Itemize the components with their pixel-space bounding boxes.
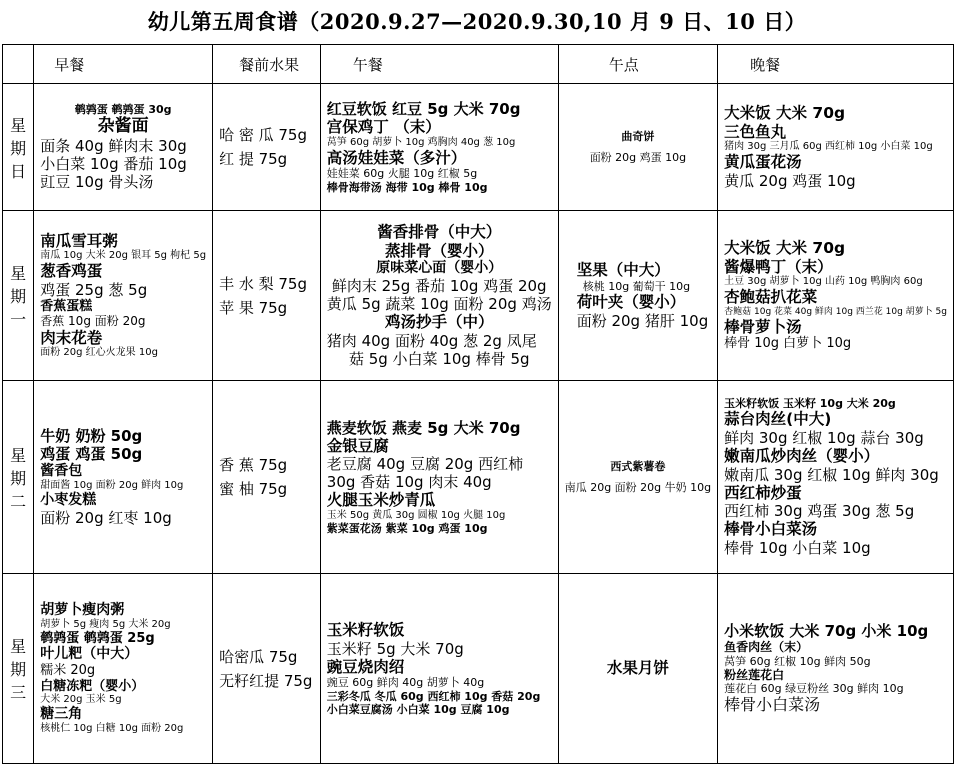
dinner-cell: [718, 84, 954, 211]
lunch-cell: [320, 381, 558, 574]
menu-line: 红豆软饭 红豆 5g 大米 70g: [326, 100, 521, 119]
fruit-item: 无籽红提 75g: [219, 671, 313, 690]
ingredients: 南瓜 10g 大米 20g 银耳 5g 枸杞 5g: [40, 250, 207, 262]
snack-cell: [558, 84, 717, 211]
ingredients: 莴笋 60g 胡萝卜 10g 鸡胸肉 40g 葱 10g: [326, 136, 516, 148]
dish-name: 黄瓜蛋花汤: [724, 153, 802, 172]
day-row-wednesday: [3, 574, 954, 764]
snack-cell: [558, 211, 717, 381]
snack-cell: [558, 381, 717, 574]
ingredients: 嫩南瓜 30g 红椒 10g 鲜肉 30g: [724, 465, 939, 484]
dinner-cell: [718, 211, 954, 381]
menu-line: 玉米籽软饭 玉米籽 10g 大米 20g: [724, 397, 896, 411]
day-row-tuesday: [3, 381, 954, 574]
dish-name: 肉末花卷: [40, 328, 103, 347]
dish-name: 胡萝卜瘦肉粥: [40, 601, 125, 618]
dinner-cell: [718, 381, 954, 574]
dish-name: 三色鱼丸: [724, 122, 787, 141]
header-snack: 午点: [558, 45, 717, 84]
ingredients: 鸡蛋 25g 葱 5g: [40, 280, 148, 299]
snack-cell: [558, 574, 717, 764]
dish-name: 酱香包: [40, 463, 83, 480]
ingredients: 胡萝卜 5g 瘦肉 5g 大米 20g: [40, 618, 171, 630]
ingredients: 豇豆 10g 骨头汤: [40, 172, 154, 191]
dish-name: 葱香鸡蛋: [40, 262, 103, 281]
ingredients: 面粉 20g 红枣 10g: [40, 508, 172, 527]
header-fruit: 餐前水果: [213, 45, 321, 84]
lunch-cell: [320, 211, 558, 381]
dish-name: 嫩南瓜炒肉丝（婴小）: [724, 447, 880, 465]
fruit-cell: [213, 84, 321, 211]
day-label: 星期日: [3, 84, 34, 211]
ingredients: 面粉 20g 猪肝 10g: [576, 311, 709, 330]
header-breakfast: 早餐: [34, 45, 213, 84]
dish-name: 金银豆腐: [326, 436, 389, 455]
dish-name: 豌豆烧肉绍: [326, 657, 405, 676]
day-label: 星期二: [3, 381, 34, 574]
fruit-item: 红 提 75g: [219, 150, 288, 168]
ingredients: 黄瓜 20g 鸡蛋 10g: [724, 171, 856, 190]
ingredients: 糯米 20g: [40, 663, 96, 679]
dish-name: 杂酱面: [97, 116, 149, 137]
ingredients: 猪肉 30g 三月瓜 60g 西红柿 10g 小白菜 10g: [724, 141, 933, 153]
dish-name: 玉米籽软饭: [326, 621, 405, 640]
day-row-sunday: [3, 84, 954, 211]
dish-name: 叶儿粑（中大）: [40, 646, 139, 663]
ingredients: 甜面酱 10g 面粉 20g 鲜肉 10g: [40, 480, 184, 491]
dish-name: 棒骨萝卜汤: [724, 317, 802, 336]
fruit-item: 丰 水 梨 75g: [219, 274, 307, 293]
day-label: 星期三: [3, 574, 34, 764]
dish-name: 酱爆鸭丁（末）: [724, 257, 833, 276]
ingredients: 面粉 20g 鸡蛋 10g: [589, 151, 687, 164]
ingredients: 30g 香菇 10g 肉末 40g: [326, 473, 492, 492]
header-lunch: 午餐: [320, 45, 558, 84]
ingredients: 鲜肉末 25g 番茄 10g 鸡蛋 20g: [331, 277, 547, 296]
dish-name: 鸡汤抄手（中）: [384, 313, 494, 332]
fruit-cell: [213, 211, 321, 381]
fruit-item: 哈密瓜 75g: [219, 647, 298, 666]
fruit-item: 哈 密 瓜 75g: [219, 126, 307, 144]
dish-name: 棒骨小白菜汤: [724, 695, 821, 715]
dish-name: 宫保鸡丁 （末）: [326, 118, 441, 137]
lunch-cell: [320, 574, 558, 764]
ingredients: 核桃 10g 葡萄干 10g: [582, 279, 691, 293]
ingredients: 棒骨 10g 白萝卜 10g: [724, 336, 852, 352]
ingredients: 鲜肉 30g 红椒 10g 蒜台 30g: [724, 429, 924, 447]
dish-name: 曲奇饼: [621, 129, 655, 143]
ingredients: 玉米 50g 黄瓜 30g 圆椒 10g 火腿 10g: [326, 510, 506, 521]
dish-name: 原味菜心面（婴小）: [376, 260, 503, 277]
ingredients: 核桃仁 10g 白糖 10g 面粉 20g: [40, 723, 184, 735]
dish-name: 高汤娃娃菜（多汁）: [326, 148, 467, 167]
ingredients: 老豆腐 40g 豆腐 20g 西红柿: [326, 455, 524, 474]
dish-name: 坚果（中大）: [576, 261, 670, 280]
ingredients: 黄瓜 5g 蔬菜 10g 面粉 20g 鸡汤: [326, 295, 552, 314]
menu-line: 小米软饭 大米 70g 小米 10g: [724, 622, 929, 641]
day-label: 星期一: [3, 211, 34, 381]
ingredients: 菇 5g 小白菜 10g 棒骨 5g: [348, 349, 530, 368]
fruit-cell: [213, 381, 321, 574]
header-row: [3, 45, 954, 84]
dish-name: 香蕉蛋糕: [40, 298, 93, 314]
menu-line: 鹌鹑蛋 鹌鹑蛋 25g: [40, 630, 155, 646]
menu-title: 幼儿第五周食谱（2020.9.27—2020.9.30,10 月 9 日、10 日）: [147, 9, 807, 34]
menu-line: 鹌鹑蛋 鹌鹑蛋 30g: [74, 103, 172, 117]
dish-name: 西红柿炒蛋: [724, 483, 802, 502]
menu-line: 紫菜蛋花汤 紫菜 10g 鸡蛋 10g: [326, 522, 488, 535]
ingredients: 豌豆 60g 鲜肉 40g 胡萝卜 40g: [326, 676, 485, 690]
ingredients: 南瓜 20g 面粉 20g 牛奶 10g: [564, 481, 712, 494]
header-dinner: 晚餐: [718, 45, 954, 84]
breakfast-cell: [34, 574, 213, 764]
ingredients: 棒骨 10g 小白菜 10g: [724, 538, 871, 557]
fruit-cell: [213, 574, 321, 764]
ingredients: 小白菜 10g 番茄 10g: [40, 154, 187, 173]
lunch-cell: [320, 84, 558, 211]
dish-name: 南瓜雪耳粥: [40, 231, 118, 250]
breakfast-cell: [34, 211, 213, 381]
breakfast-cell: [34, 84, 213, 211]
ingredients: 莴笋 60g 红椒 10g 鲜肉 50g: [724, 654, 871, 668]
ingredients: 土豆 30g 胡萝卜 10g 山药 10g 鸭胸肉 60g: [724, 276, 923, 288]
dish-name: 糖三角: [40, 706, 83, 723]
menu-line: 大米饭 大米 70g: [724, 104, 846, 123]
dish-name: 水果月饼: [606, 659, 669, 678]
dish-name: 白糖冻粑（婴小）: [40, 678, 145, 694]
ingredients: 面粉 20g 红心火龙果 10g: [40, 347, 158, 359]
header-corner: [3, 45, 34, 84]
fruit-item: 苹 果 75g: [219, 298, 288, 317]
menu-line: 鸡蛋 鸡蛋 50g: [40, 445, 143, 464]
menu-line: 小白菜豆腐汤 小白菜 10g 豆腐 10g: [326, 702, 510, 716]
menu-line: 棒骨海带汤 海带 10g 棒骨 10g: [326, 180, 488, 194]
dish-name: 鱼香肉丝（末）: [724, 640, 809, 655]
ingredients: 猪肉 40g 面粉 40g 葱 2g 凤尾: [326, 331, 537, 350]
dish-name: 酱香排骨（中大）: [377, 223, 502, 242]
dish-name: 粉丝莲花白: [724, 667, 785, 682]
dish-name: 蒜台肉丝(中大): [724, 410, 832, 429]
day-row-monday: [3, 211, 954, 381]
menu-line: 牛奶 奶粉 50g: [40, 427, 143, 446]
ingredients: 面条 40g 鲜肉末 30g: [40, 136, 187, 155]
ingredients: 玉米籽 5g 大米 70g: [326, 639, 464, 658]
dish-name: 西式紫薯卷: [610, 459, 666, 473]
dish-name: 荷叶夹（婴小）: [576, 293, 686, 312]
menu-line: 燕麦软饭 燕麦 5g 大米 70g: [326, 418, 521, 437]
fruit-item: 蜜 柚 75g: [219, 480, 288, 498]
dish-name: 火腿玉米炒青瓜: [326, 491, 436, 510]
ingredients: 香蕉 10g 面粉 20g: [40, 314, 146, 329]
ingredients: 大米 20g 玉米 5g: [40, 694, 122, 706]
weekly-menu-table: [2, 44, 954, 764]
dinner-cell: [718, 574, 954, 764]
ingredients: 杏鲍菇 10g 花菜 40g 鲜肉 10g 西兰花 10g 胡萝卜 5g: [724, 306, 947, 317]
breakfast-cell: [34, 381, 213, 574]
dish-name: 杏鲍菇扒花菜: [724, 288, 818, 307]
ingredients: 西红柿 30g 鸡蛋 30g 葱 5g: [724, 502, 915, 521]
dish-name: 蒸排骨（婴小）: [384, 241, 494, 260]
ingredients: 莲花白 60g 绿豆粉丝 30g 鲜肉 10g: [724, 682, 904, 696]
fruit-item: 香 蕉 75g: [219, 456, 288, 474]
dish-name: 小枣发糕: [40, 492, 97, 508]
ingredients: 娃娃菜 60g 火腿 10g 红椒 5g: [326, 167, 478, 181]
dish-name: 棒骨小白菜汤: [724, 520, 818, 539]
menu-line: 三彩冬瓜 冬瓜 60g 西红柿 10g 香菇 20g: [326, 689, 541, 703]
menu-line: 大米饭 大米 70g: [724, 239, 846, 258]
